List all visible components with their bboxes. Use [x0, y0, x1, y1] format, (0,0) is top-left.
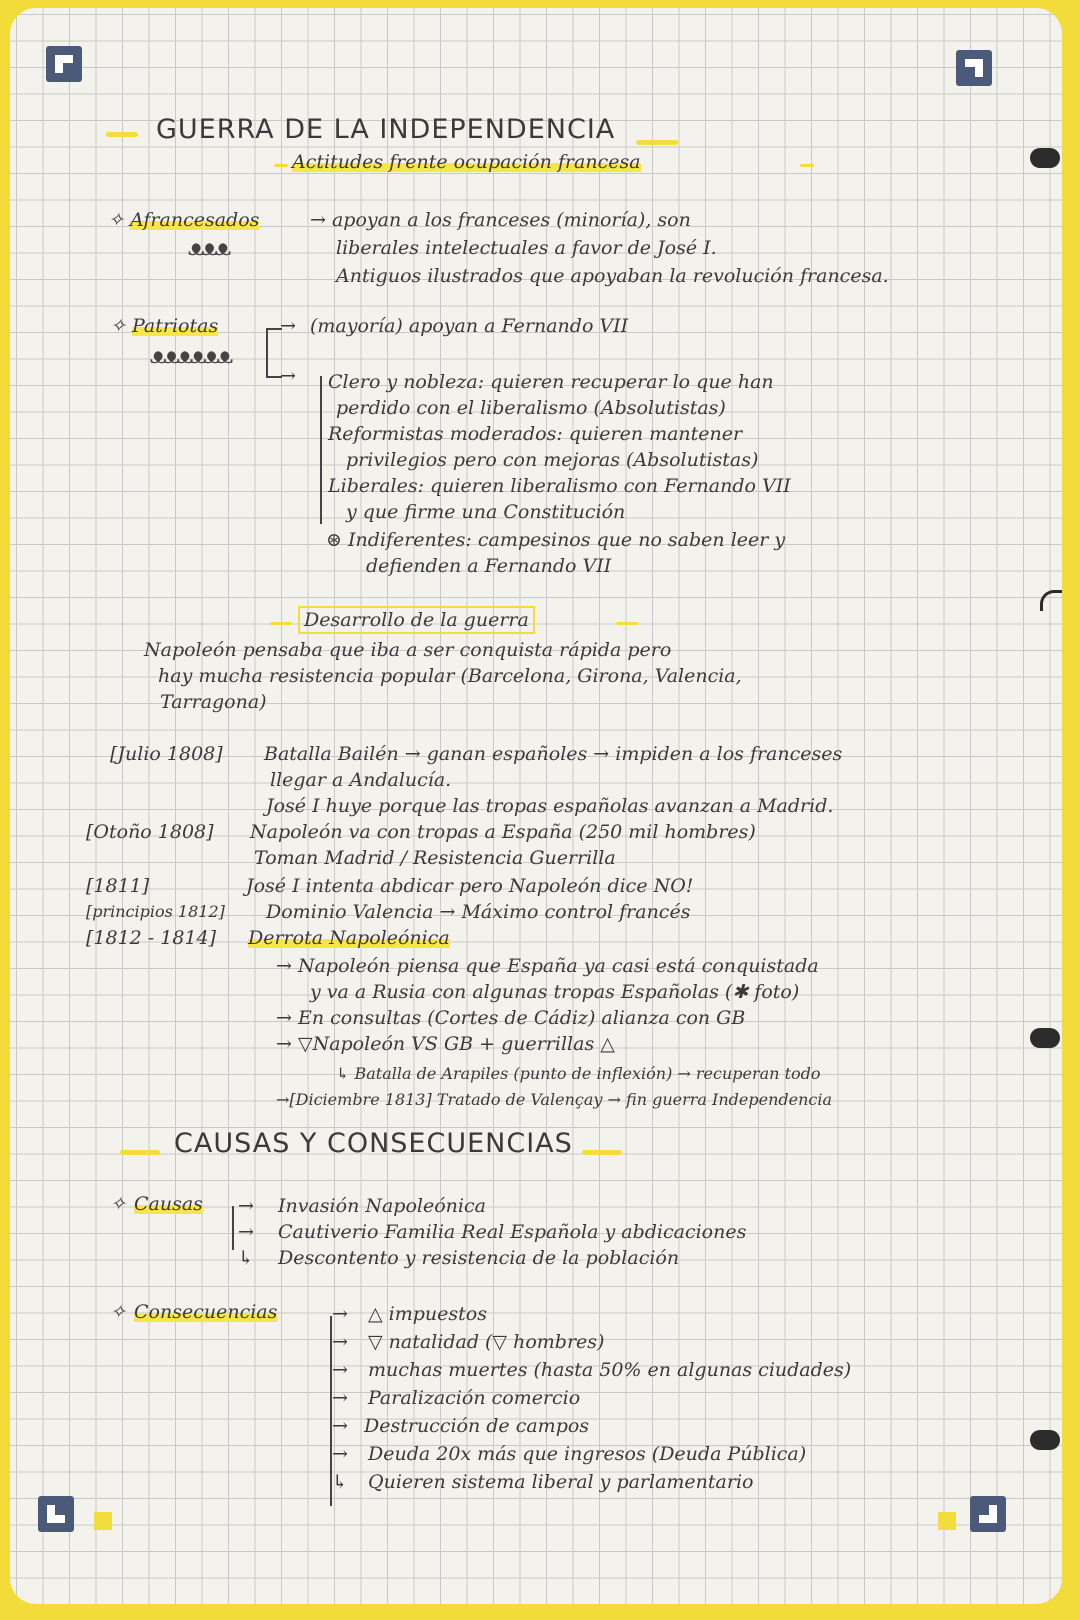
- desarrollo-paragraph: Napoleón pensaba que iba a ser conquista rápida pero: [144, 639, 672, 661]
- arrow-icon: →: [332, 1415, 348, 1437]
- page-subtitle: Actitudes frente ocupación francesa: [292, 151, 641, 173]
- derrota-line: →[Diciembre 1813] Tratado de Valençay → fin guerra Independencia: [276, 1090, 833, 1109]
- heading-dash: [270, 622, 292, 625]
- consecuencias-label: Consecuencias: [134, 1301, 278, 1323]
- timeline-text: Dominio Valencia → Máximo control francés: [266, 901, 691, 923]
- patriotas-group: Clero y nobleza: quieren recuperar lo que han: [328, 371, 774, 393]
- arrow-icon: →: [238, 1221, 254, 1243]
- subtitle-dash: [800, 164, 814, 167]
- patriotas-line: (mayoría) apoyan a Fernando VII: [310, 315, 629, 337]
- yellow-square: [94, 1512, 112, 1530]
- timeline-date: [Otoño 1808]: [86, 821, 214, 843]
- corner-mark-icon: [38, 1496, 74, 1532]
- timeline-text: Batalla Bailén → ganan españoles → impiden a los franceses: [264, 743, 843, 765]
- diamond-bullet-icon: ✧: [110, 1301, 126, 1323]
- causas-label: Causas: [134, 1193, 203, 1215]
- causa-item: Invasión Napoleónica: [278, 1195, 486, 1217]
- causa-item: Cautiverio Familia Real Española y abdicaciones: [278, 1221, 747, 1243]
- corner-mark-icon: [956, 50, 992, 86]
- patriotas-label: Patriotas: [132, 315, 219, 337]
- patriotas-group: Liberales: quieren liberalismo con Fernando VII: [328, 475, 791, 497]
- afrancesados-line: Antiguos ilustrados que apoyaban la revolución francesa.: [336, 265, 889, 287]
- consecuencia-item: △ impuestos: [368, 1303, 487, 1325]
- consecuencia-item: Paralización comercio: [368, 1387, 581, 1409]
- consecuencia-item: Deuda 20x más que ingresos (Deuda Pública): [368, 1443, 807, 1465]
- desarrollo-paragraph: Tarragona): [160, 691, 267, 713]
- diamond-bullet-icon: ✧: [110, 1193, 126, 1215]
- page-title: GUERRA DE LA INDEPENDENCIA: [156, 114, 616, 145]
- patriotas-group: defienden a Fernando VII: [366, 555, 612, 577]
- timeline-text: José I intenta abdicar pero Napoleón dice NO!: [246, 875, 694, 897]
- binder-hole: [1030, 1430, 1060, 1450]
- timeline-date: [principios 1812]: [86, 902, 225, 921]
- arrow-icon: →: [332, 1359, 348, 1381]
- patriotas-group: y que firme una Constitución: [346, 501, 626, 523]
- arrow-icon: →: [332, 1331, 348, 1353]
- derrota-line: → ▽Napoleón VS GB + guerrillas △: [276, 1033, 615, 1055]
- title-dash: [636, 140, 678, 145]
- desarrollo-heading: Desarrollo de la guerra: [300, 608, 533, 632]
- timeline-text: Toman Madrid / Resistencia Guerrilla: [254, 847, 616, 869]
- timeline-text: llegar a Andalucía.: [270, 769, 452, 791]
- binder-hole: [1040, 590, 1062, 611]
- title-dash: [120, 1150, 160, 1155]
- notebook-page: [10, 8, 1062, 1604]
- arrow-icon: ↳: [238, 1247, 254, 1269]
- timeline-date: [1811]: [86, 875, 150, 897]
- derrota-line: → Napoleón piensa que España ya casi está conquistada: [276, 955, 819, 977]
- afrancesados-label: Afrancesados: [130, 209, 260, 231]
- title-dash: [106, 132, 138, 137]
- arrow-icon: →: [332, 1303, 348, 1325]
- timeline-date: [Julio 1808]: [110, 743, 223, 765]
- heading-dash: [616, 622, 638, 625]
- subtitle-dash: [274, 164, 288, 167]
- title-dash: [582, 1150, 622, 1155]
- arrow-icon: →: [332, 1387, 348, 1409]
- list-bracket: [320, 376, 322, 524]
- diamond-bullet-icon: ✧: [110, 315, 126, 337]
- patriotas-group: ⊛ Indiferentes: campesinos que no saben leer y: [326, 529, 786, 551]
- branch-bracket: [232, 1206, 234, 1250]
- patriotas-group: Reformistas moderados: quieren mantener: [328, 423, 743, 445]
- timeline-text: Derrota Napoleónica: [248, 927, 450, 949]
- afrancesados-line: → apoyan a los franceses (minoría), son: [310, 209, 691, 231]
- derrota-line: → En consultas (Cortes de Cádiz) alianza con GB: [276, 1007, 746, 1029]
- arrow-icon: →: [238, 1195, 254, 1217]
- yellow-square: [938, 1512, 956, 1530]
- patriotas-group: perdido con el liberalismo (Absolutistas): [336, 397, 726, 419]
- arrow-icon: ↳: [332, 1471, 348, 1493]
- derrota-line: y va a Rusia con algunas tropas Españolas (✱ foto): [310, 981, 800, 1003]
- timeline-date: [1812 - 1814]: [86, 927, 217, 949]
- consecuencia-item: muchas muertes (hasta 50% en algunas ciudades): [368, 1359, 852, 1381]
- corner-mark-icon: [970, 1496, 1006, 1532]
- consecuencia-item: Quieren sistema liberal y parlamentario: [368, 1471, 754, 1493]
- crowd-icon: ᴥᴥᴥᴥᴥᴥ: [150, 344, 231, 369]
- binder-hole: [1030, 148, 1060, 168]
- derrota-line: ↳ Batalla de Arapiles (punto de inflexión) → recuperan todo: [336, 1064, 821, 1083]
- section-title: CAUSAS Y CONSECUENCIAS: [174, 1128, 573, 1159]
- arrow-icon: →: [280, 365, 296, 387]
- afrancesados-line: liberales intelectuales a favor de José I.: [336, 237, 717, 259]
- timeline-text: José I huye porque las tropas españolas avanzan a Madrid.: [266, 795, 834, 817]
- causa-item: Descontento y resistencia de la población: [278, 1247, 680, 1269]
- desarrollo-paragraph: hay mucha resistencia popular (Barcelona, Girona, Valencia,: [158, 665, 742, 687]
- consecuencia-item: Destrucción de campos: [364, 1415, 590, 1437]
- arrow-icon: →: [280, 315, 296, 337]
- patriotas-group: privilegios pero con mejoras (Absolutistas): [346, 449, 759, 471]
- binder-hole: [1030, 1028, 1060, 1048]
- corner-mark-icon: [46, 46, 82, 82]
- people-icon: ᴥᴥᴥ: [188, 236, 229, 261]
- consecuencia-item: ▽ natalidad (▽ hombres): [368, 1331, 605, 1353]
- timeline-text: Napoleón va con tropas a España (250 mil hombres): [250, 821, 756, 843]
- diamond-bullet-icon: ✧: [108, 209, 124, 231]
- arrow-icon: →: [332, 1443, 348, 1465]
